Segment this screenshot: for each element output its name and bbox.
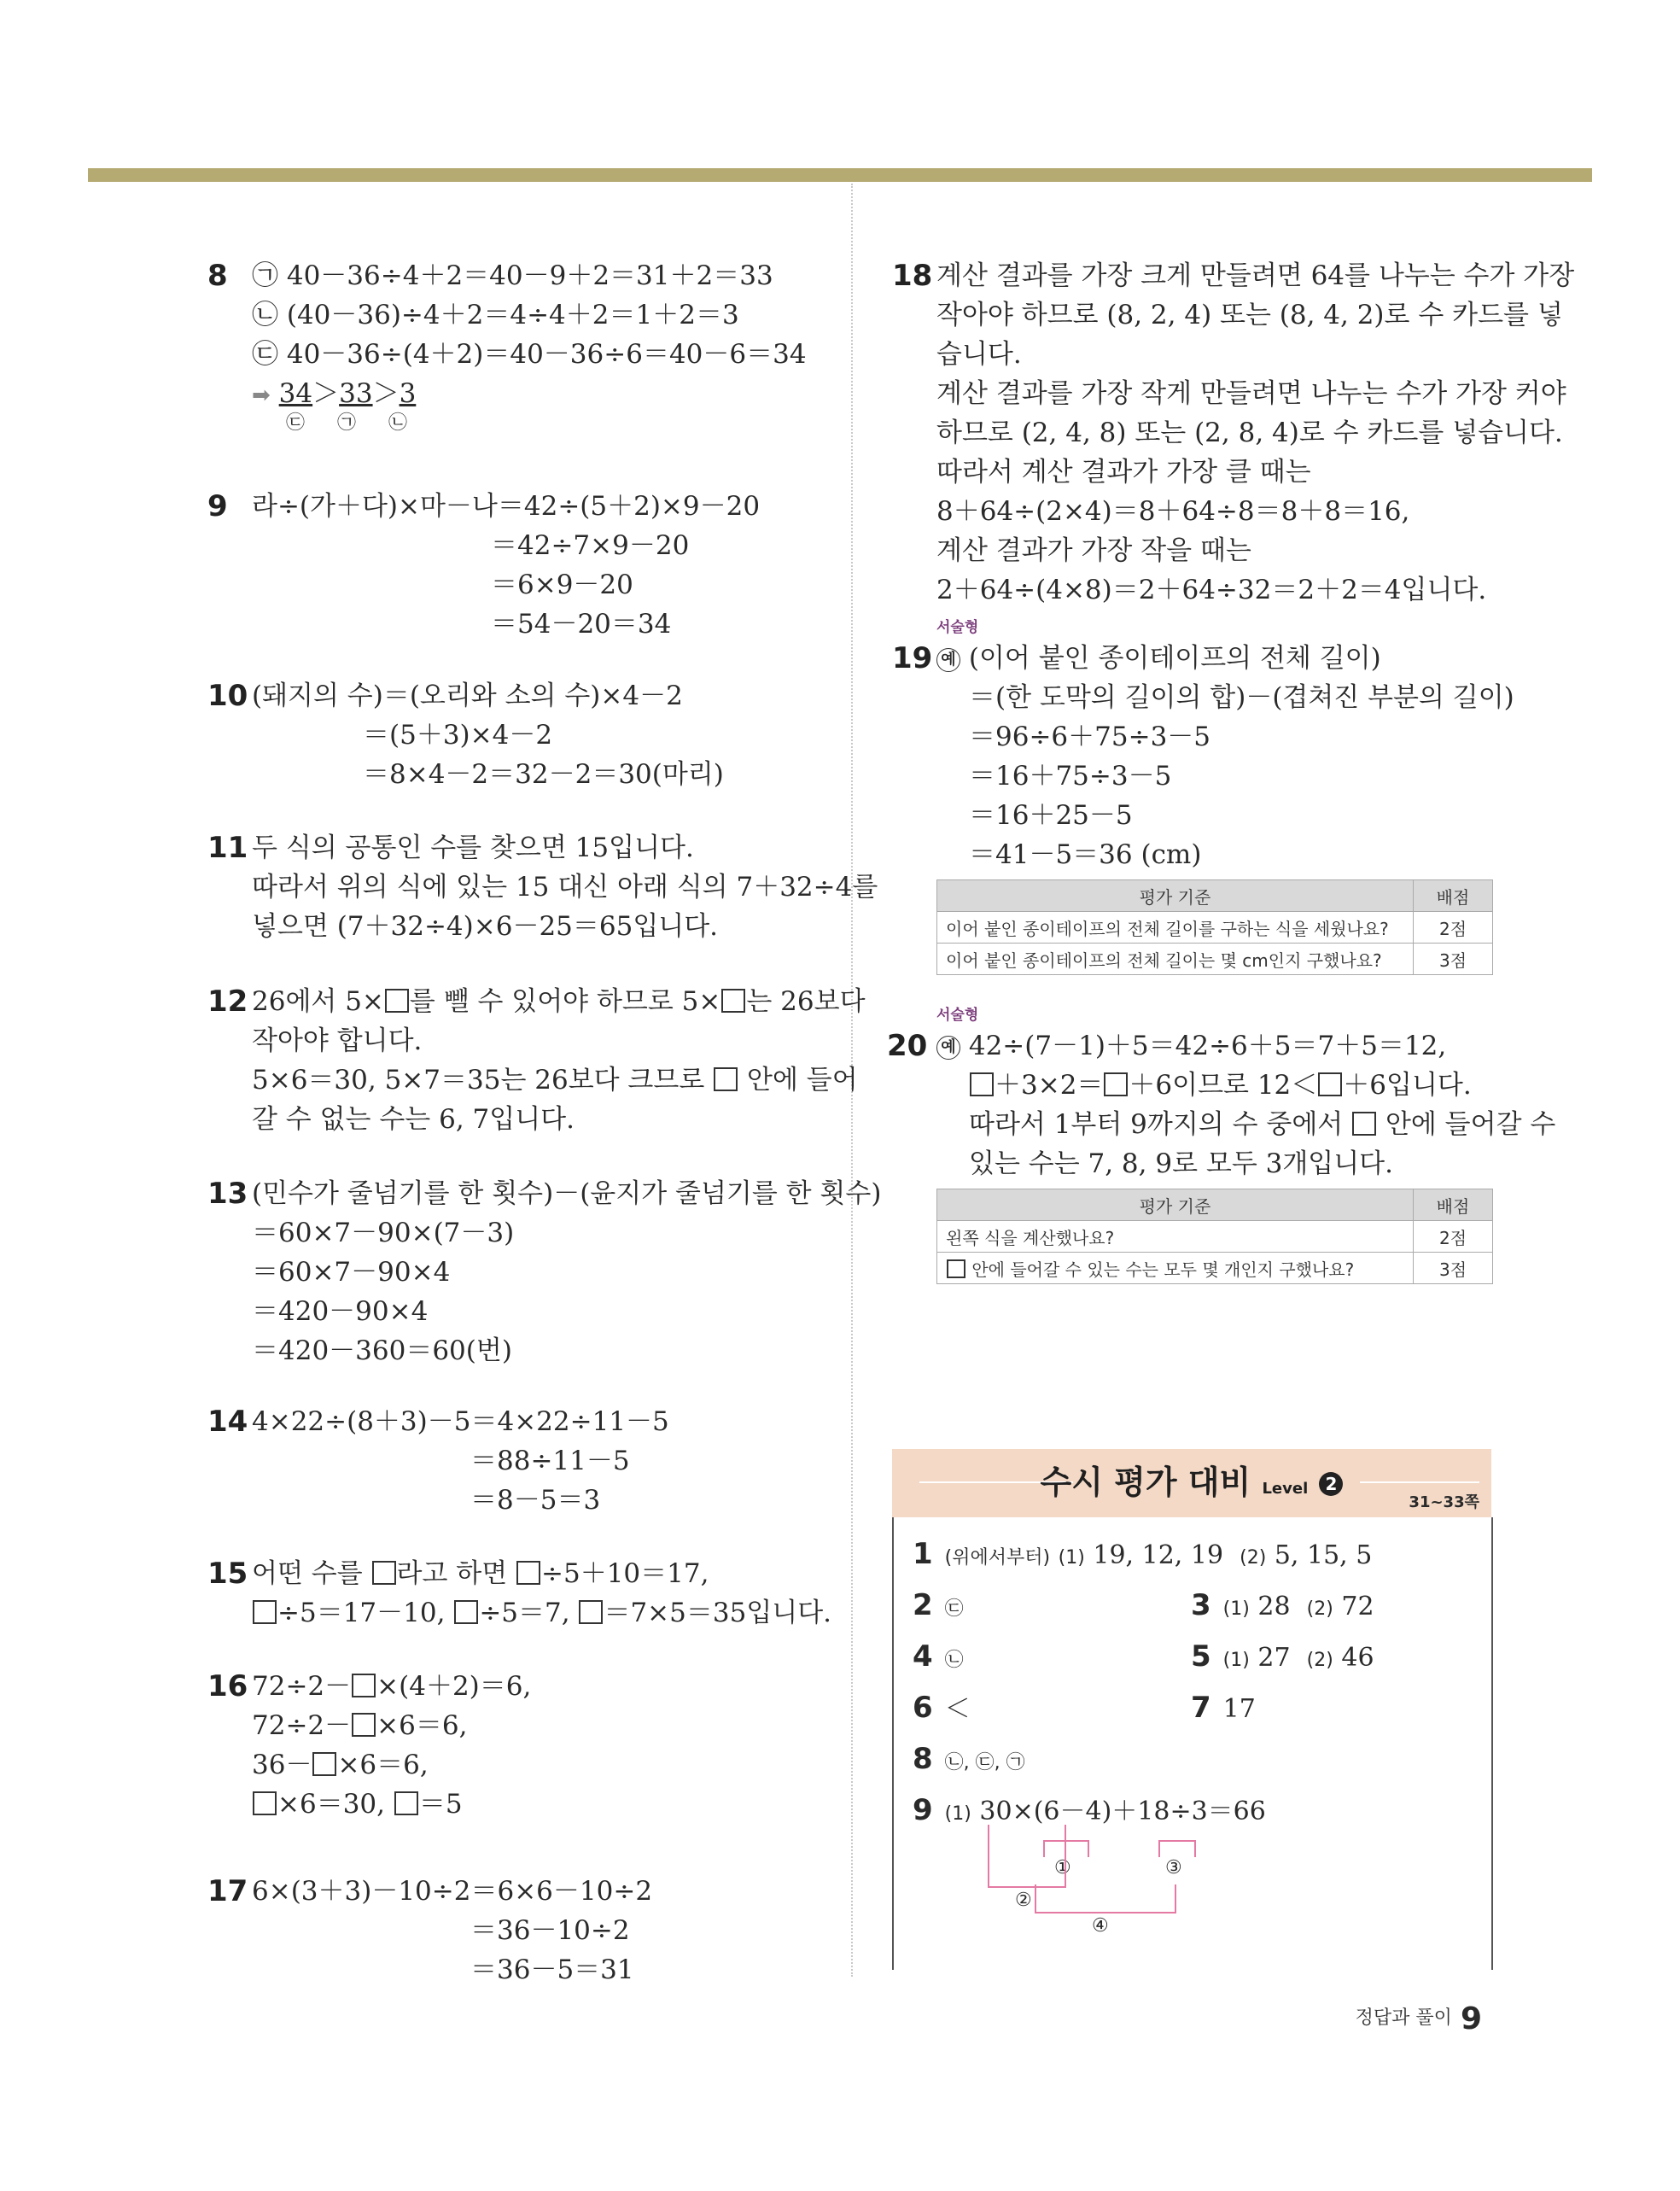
level-answer-1 <box>913 1534 1372 1578</box>
level-answer-6 <box>913 1688 971 1729</box>
table-cell: 이어 붙인 종이테이프의 전체 길이는 몇 cm인지 구했나요? <box>937 944 1414 975</box>
problem-9 <box>207 487 760 644</box>
problem-number: 19 <box>892 641 933 675</box>
table-cell: 왼쪽 식을 계산했나요? <box>937 1221 1414 1253</box>
example-badge: 예 <box>936 1036 960 1060</box>
item-number: 4 <box>913 1639 933 1674</box>
level-answer-4 <box>913 1637 964 1680</box>
answer-line: 있는 수는 7, 8, 9로 모두 3개입니다. <box>969 1148 1393 1179</box>
text: 42÷(7－1)＋5＝42÷6＋5＝7＋5＝12, <box>968 1031 1447 1061</box>
text: 안에 들어갈 수 <box>1385 1109 1556 1140</box>
problem-19 <box>892 619 1514 975</box>
table-cell: 3점 <box>1414 944 1493 975</box>
blank-box <box>253 1791 277 1815</box>
blank-box <box>394 1791 418 1815</box>
text: (이어 붙인 종이테이프의 전체 길이) <box>968 643 1381 674</box>
table-cell: 3점 <box>1414 1253 1493 1284</box>
table-header: 평가 기준 <box>937 1189 1414 1221</box>
answer-line: ＝(한 도막의 길이의 합)－(겹쳐진 부분의 길이) <box>969 682 1514 713</box>
text: ÷5＝7, <box>479 1598 570 1628</box>
problem-number: 20 <box>887 1029 928 1063</box>
level-answer-3 <box>1191 1586 1374 1629</box>
table-row <box>937 944 1493 975</box>
comparison-labels <box>252 412 807 437</box>
text: 36－ <box>252 1750 312 1780</box>
problem-18 <box>892 256 1574 610</box>
answer-line <box>252 1785 531 1824</box>
text: ÷5＝17－10, <box>277 1598 446 1628</box>
level-answer-2 <box>913 1586 964 1629</box>
problem-11 <box>207 828 878 946</box>
bracket-line <box>988 1825 1066 1888</box>
label: ㉢ <box>286 412 306 434</box>
level-label: Level <box>1262 1480 1309 1498</box>
answer-line: (돼지의 수)＝(오리와 소의 수)×4－2 <box>252 681 683 711</box>
answer-line <box>936 1026 1555 1066</box>
answer-line: 따라서 위의 식에 있는 15 대신 아래 식의 7＋32÷4를 <box>252 872 878 903</box>
table-cell: 2점 <box>1414 1221 1493 1253</box>
text: 17 <box>1222 1694 1256 1724</box>
text: ＋6이므로 12＜ <box>1129 1070 1318 1101</box>
answer-line: 따라서 계산 결과가 가장 클 때는 <box>936 457 1311 488</box>
blank-box <box>579 1600 603 1624</box>
page-footer <box>1356 2001 1482 2036</box>
table-row <box>937 1253 1493 1284</box>
level-answer-8 <box>913 1739 1025 1783</box>
answer-line <box>252 1593 831 1633</box>
answer-line: ＝42÷7×9－20 <box>491 530 690 561</box>
item-number: 7 <box>1191 1691 1211 1725</box>
item-number: 3 <box>1191 1588 1211 1622</box>
text: 따라서 1부터 9까지의 수 중에서 <box>969 1109 1344 1140</box>
blank-box <box>352 1713 376 1737</box>
level-answer-9 <box>913 1791 1266 1834</box>
text: 72÷2－ <box>252 1710 352 1741</box>
text: 라고 하면 <box>396 1558 508 1589</box>
answer-line: ＝420－90×4 <box>252 1296 429 1327</box>
answer-line <box>252 982 866 1021</box>
answer-line: 계산 결과가 가장 작을 때는 <box>936 535 1251 566</box>
problem-17 <box>207 1872 652 1989</box>
answer-line: 계산 결과를 가장 크게 만들려면 64를 나누는 수가 가장 <box>936 260 1575 291</box>
text: 26에서 5× <box>252 986 384 1017</box>
text: 30×(6－4)＋18÷3＝66 <box>979 1797 1266 1826</box>
problem-13 <box>207 1174 881 1370</box>
level-number-badge: 2 <box>1319 1472 1343 1496</box>
answer-line: ＝6×9－20 <box>491 570 633 600</box>
problem-8 <box>207 256 807 437</box>
text: 5, 15, 5 <box>1274 1540 1373 1570</box>
text: ＋3×2＝ <box>995 1070 1104 1101</box>
blank-box <box>714 1067 738 1091</box>
bracket-line <box>1158 1840 1196 1857</box>
answer-line: 갈 수 없는 수는 6, 7입니다. <box>252 1104 575 1135</box>
text: 72 <box>1341 1592 1374 1621</box>
table-header: 배점 <box>1414 1189 1493 1221</box>
compare-value: 34 <box>278 378 313 409</box>
answer-line <box>252 1060 866 1100</box>
text: (위에서부터) <box>944 1547 1051 1569</box>
blank-box <box>1318 1072 1342 1096</box>
blank-box <box>1352 1112 1376 1136</box>
item-number: 8 <box>913 1742 933 1776</box>
blank-box <box>516 1561 540 1585</box>
text: ＝7×5＝35입니다. <box>604 1598 832 1628</box>
answer-line: 8＋64÷(2×4)＝8＋64÷8＝8＋8＝16, <box>936 496 1410 527</box>
answer-line <box>252 1745 531 1785</box>
answer-line: 작아야 합니다. <box>252 1025 423 1056</box>
problem-15 <box>207 1554 831 1633</box>
section-title <box>892 1456 1491 1503</box>
text: 72÷2－ <box>252 1671 352 1702</box>
table-row <box>937 1221 1493 1253</box>
problem-number: 10 <box>207 679 248 713</box>
top-color-bar <box>88 168 1592 182</box>
order-label: ③ <box>1165 1857 1182 1878</box>
answer-line: ＝60×7－90×4 <box>252 1257 451 1288</box>
table-header: 평가 기준 <box>937 880 1414 912</box>
text: (1) <box>1058 1547 1085 1569</box>
text: (2) <box>1240 1547 1267 1569</box>
table-row <box>937 912 1493 944</box>
text: 어떤 수를 <box>252 1558 363 1589</box>
answer-line <box>936 639 1514 678</box>
text: 안에 들어 <box>747 1065 858 1096</box>
blank-box <box>947 1259 965 1278</box>
answer-line <box>936 1066 1555 1105</box>
blank-box <box>721 989 745 1013</box>
blank-box <box>352 1674 376 1697</box>
comparison-line: ➡ 34＞33＞3 <box>252 378 417 409</box>
problem-number: 12 <box>207 984 248 1019</box>
answer-line: ＝41－5＝36 (cm) <box>969 839 1202 870</box>
table-cell: 2점 <box>1414 912 1493 944</box>
label: ㉡ <box>388 412 408 434</box>
answer-line: 4×22÷(8＋3)－5＝4×22÷11－5 <box>252 1406 669 1437</box>
level-answer-5 <box>1191 1637 1374 1680</box>
order-label: ① <box>1054 1857 1071 1878</box>
answer-line: ＝8×4－2＝32－2＝30(마리) <box>363 759 724 790</box>
text: 는 26보다 <box>746 986 866 1017</box>
text: 를 뺄 수 있어야 하므로 5× <box>409 986 721 1017</box>
footer-label: 정답과 풀이 <box>1355 2007 1452 2029</box>
answer-line: ＝16＋25－5 <box>969 800 1133 831</box>
answer-line: ㉠ 40－36÷4＋2＝40－9＋2＝31＋2＝33 <box>252 260 773 291</box>
answer-line: 작아야 하므로 (8, 2, 4) 또는 (8, 4, 2)로 수 카드를 넣 <box>936 300 1563 330</box>
answer-line <box>252 1554 831 1593</box>
text: ×(4＋2)＝6, <box>376 1671 532 1702</box>
answer-line: ＝36－10÷2 <box>470 1915 630 1946</box>
problem-number: 15 <box>207 1557 248 1591</box>
example-badge: 예 <box>936 648 960 672</box>
label: ㉠ <box>337 412 357 434</box>
item-number: 1 <box>913 1537 933 1571</box>
answer-line: 습니다. <box>936 339 1022 370</box>
problem-number: 17 <box>207 1874 248 1908</box>
text: (2) <box>1306 1650 1333 1671</box>
answer-line: 라÷(가＋다)×마－나＝42÷(5＋2)×9－20 <box>252 491 761 522</box>
problem-number: 16 <box>207 1669 248 1703</box>
text: ×6＝30, <box>277 1789 385 1820</box>
problem-20 <box>887 1007 1556 1284</box>
answer-line: ＝16＋75÷3－5 <box>969 761 1172 792</box>
order-label: ④ <box>1092 1915 1109 1937</box>
answer-line: ＝420－360＝60(번) <box>252 1335 512 1366</box>
text: ÷5＋10＝17, <box>541 1558 709 1589</box>
text: 19, 12, 19 <box>1093 1540 1224 1570</box>
order-label: ② <box>1015 1890 1032 1911</box>
grading-table <box>936 1189 1493 1284</box>
answer-line: ＝8－5＝3 <box>470 1485 601 1516</box>
arrow-right-icon: ➡ <box>252 383 271 408</box>
item-number: 6 <box>913 1691 933 1725</box>
answer-line: ＝36－5＝31 <box>470 1954 634 1985</box>
table-header: 배점 <box>1414 880 1493 912</box>
page-range: 31~33쪽 <box>1409 1493 1479 1511</box>
text: ㉡, ㉢, ㉠ <box>944 1752 1025 1773</box>
problem-10 <box>207 676 724 794</box>
problem-number: 13 <box>207 1177 248 1211</box>
problem-number: 9 <box>207 489 228 523</box>
text: (1) <box>1222 1598 1250 1620</box>
level-answer-7 <box>1191 1688 1256 1729</box>
answer-line: 계산 결과를 가장 작게 만들려면 나누는 수가 가장 커야 <box>936 378 1566 409</box>
text: ×6＝6, <box>337 1750 429 1780</box>
text: ×6＝6, <box>376 1710 468 1741</box>
blank-box <box>253 1600 277 1624</box>
level-answers-frame <box>892 1517 1493 1970</box>
text: 27 <box>1257 1643 1291 1673</box>
text: (1) <box>1222 1650 1250 1671</box>
answer-line: ＝60×7－90×(7－3) <box>252 1218 515 1248</box>
problem-number: 14 <box>207 1405 248 1439</box>
text: ＝5 <box>418 1789 463 1820</box>
answer-line: ㉡ (40－36)÷4＋2＝4÷4＋2＝1＋2＝3 <box>252 300 739 330</box>
problem-14 <box>207 1402 669 1520</box>
item-number: 5 <box>1191 1639 1211 1674</box>
problem-number: 8 <box>207 259 228 293</box>
answer-line: 6×(3＋3)－10÷2＝6×6－10÷2 <box>252 1876 653 1907</box>
grading-table <box>936 879 1493 975</box>
compare-value: 33 <box>339 378 373 409</box>
compare-value: 3 <box>399 378 417 409</box>
text: 28 <box>1257 1592 1291 1621</box>
answer-line: ＝54－20＝34 <box>491 609 672 640</box>
answer-line <box>252 1667 531 1706</box>
bracket-line <box>1035 1884 1176 1913</box>
text: ㉡ <box>944 1650 964 1671</box>
answer-line: 2＋64÷(4×8)＝2＋64÷32＝2＋2＝4입니다. <box>936 575 1487 605</box>
text: ㉢ <box>944 1598 964 1620</box>
answer-line: 두 식의 공통인 수를 찾으면 15입니다. <box>252 833 694 863</box>
page-number: 9 <box>1460 2001 1482 2036</box>
text: 안에 들어갈 수 있는 수는 모두 몇 개인지 구했나요? <box>971 1259 1355 1280</box>
title-text: 수시 평가 대비 <box>1040 1464 1251 1501</box>
problem-12 <box>207 982 866 1139</box>
problem-number: 18 <box>892 259 933 293</box>
text: (1) <box>944 1803 971 1825</box>
answer-line <box>252 1706 531 1745</box>
table-cell <box>937 1253 1414 1284</box>
problem-16 <box>207 1667 531 1824</box>
answer-line <box>936 1105 1555 1144</box>
answer-line: ＝88÷11－5 <box>470 1446 630 1476</box>
answer-line: 넣으면 (7＋32÷4)×6－25＝65입니다. <box>252 911 719 942</box>
blank-box <box>385 989 409 1013</box>
text: ＜ <box>944 1694 971 1724</box>
essay-tag: 서술형 <box>936 1007 979 1024</box>
item-number: 9 <box>913 1793 933 1827</box>
problem-number: 11 <box>207 831 248 865</box>
text: 46 <box>1341 1643 1374 1673</box>
text: (2) <box>1306 1598 1333 1620</box>
text: 5×6＝30, 5×7＝35는 26보다 크므로 <box>252 1065 705 1096</box>
answer-line: ㉢ 40－36÷(4＋2)＝40－36÷6＝40－6＝34 <box>252 339 807 370</box>
blank-box <box>454 1600 478 1624</box>
table-cell: 이어 붙인 종이테이프의 전체 길이를 구하는 식을 세웠나요? <box>937 912 1414 944</box>
blank-box <box>1104 1072 1128 1096</box>
blank-box <box>970 1072 994 1096</box>
blank-box <box>312 1752 336 1776</box>
text: ＋6입니다. <box>1343 1070 1472 1101</box>
answer-line: 하므로 (2, 4, 8) 또는 (2, 8, 4)로 수 카드를 넣습니다. <box>936 418 1563 448</box>
answer-line: ＝(5＋3)×4－2 <box>363 720 553 751</box>
blank-box <box>372 1561 396 1585</box>
item-number: 2 <box>913 1588 933 1622</box>
essay-tag: 서술형 <box>936 619 979 636</box>
answer-line: (민수가 줄넘기를 한 횟수)－(윤지가 줄넘기를 한 횟수) <box>252 1178 882 1209</box>
answer-line: ＝96÷6＋75÷3－5 <box>969 722 1211 752</box>
level-section-header <box>892 1449 1491 1517</box>
